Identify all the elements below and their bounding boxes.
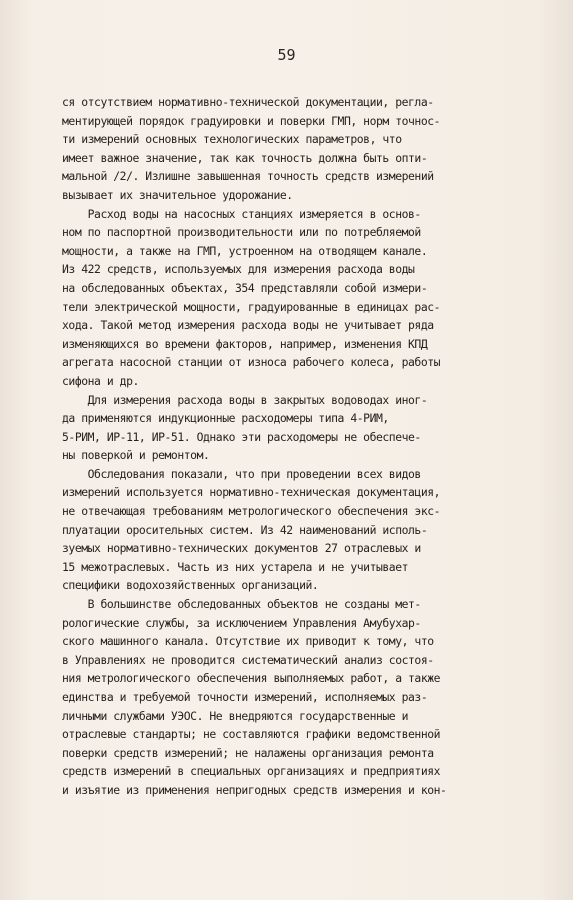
text-line: мощности, а также на ГМП, устроенном на отводящем канале. [62,243,428,258]
text-line: 15 межотраслевых. Часть из них устарела и не учитывает [62,559,409,574]
text-line: да применяются индукционные расходомеры типа 4-РИМ, [62,411,389,426]
text-line: Расход воды на насосных станциях измеряется в основ- [62,206,421,221]
text-line: 5-РИМ, ИР-11, ИР-51. Однако эти расходомеры не обеспече- [62,429,421,444]
text-line: и изъятие из применения непригодных средств измерения и кон- [62,782,447,797]
text-line: тели электрической мощности, градуированные в единицах рас- [62,299,441,314]
text-line: Из 422 средств, используемых для измерения расхода воды [62,262,415,277]
body-text [62,93,552,800]
text-line: зуемых нормативно-технических документов 27 отраслевых и [62,541,421,556]
text-line: ского машинного канала. Отсутствие их приводит к тому, что [62,634,434,649]
text-line: Для измерения расхода воды в закрытых водоводах иног- [62,392,428,407]
text-line: личными службами УЭОС. Не внедряются государственные и [62,708,409,723]
page-number: 59 [277,46,296,64]
text-line: вызывает их значительное удорожание. [62,187,293,202]
text-line: отраслевые стандарты; не составляются графики ведомственной [62,727,441,742]
text-line: рологические службы, за исключением Управления Амубухар- [62,615,421,630]
text-line: в Управлениях не проводится систематический анализ состоя- [62,652,434,667]
text-line: ся отсутствием нормативно-технической документации, регла- [62,95,434,109]
text-line: плуатации оросительных систем. Из 42 наименований исполь- [62,522,428,537]
text-line: на обследованных объектах, 354 представляли собой измери- [62,280,428,295]
text-line: мальной /2/. Излишне завышенная точность средств измерений [62,169,434,184]
text-line: ном по паспортной производительности или по потребляемой [62,225,421,240]
text-line: имеет важное значение, так как точность должна быть опти- [62,150,428,165]
text-line: единства и требуемой точности измерений, исполняемых раз- [62,690,428,704]
text-line: хода. Такой метод измерения расхода воды не учитывает ряда [62,318,434,333]
text-line: агрегата насосной станции от износа рабочего колеса, работы [62,355,441,370]
text-line: изменяющихся во времени факторов, например, изменения КПД [62,336,428,351]
text-line: поверки средств измерений; не налажены организация ремонта [62,745,434,760]
text-line: ния метрологического обеспечения выполняемых работ, а также [62,671,441,686]
text-line: средств измерений в специальных организациях и предприятиях [62,764,441,779]
text-line: Обследования показали, что при проведении всех видов [62,466,421,481]
text-line: сифона и др. [62,373,139,388]
text-line: ти измерений основных технологических параметров, что [62,132,402,147]
text-line: В большинстве обследованных объектов не созданы мет- [62,597,421,612]
text-line: специфики водохозяйственных организаций. [62,578,319,593]
text-line: измерений используется нормативно-техническая документация, [62,485,441,500]
text-line: ментирующей порядок градуировки и поверки ГМП, норм точнос- [62,113,441,128]
text-line: не отвечающая требованиям метрологического обеспечения экс- [62,504,441,519]
text-line: ны поверкой и ремонтом. [62,448,210,463]
